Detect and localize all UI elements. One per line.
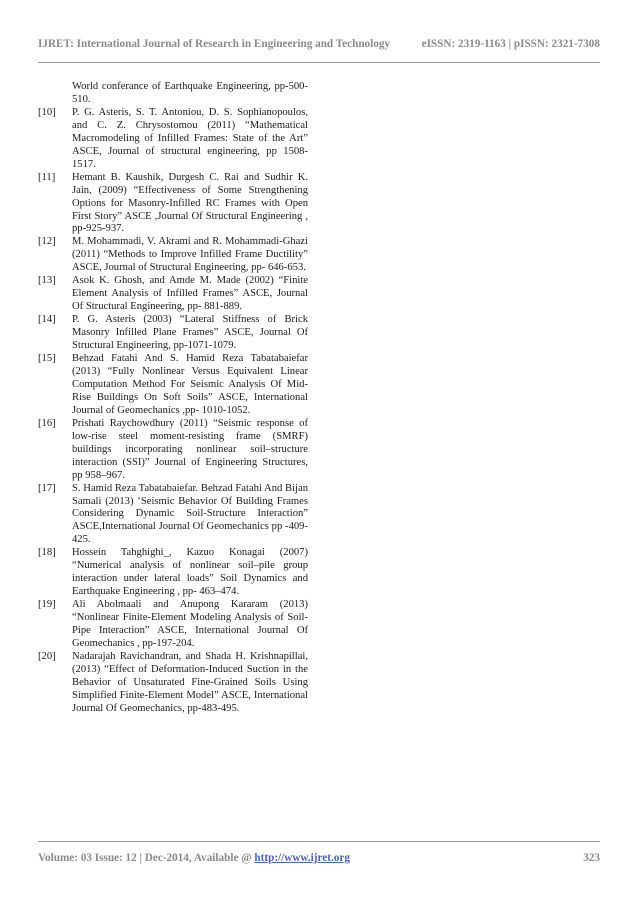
reference-item (38, 81, 308, 107)
reference-number: [19] (38, 599, 56, 611)
journal-title: IJRET: International Journal of Research in Engineering and Technology (38, 38, 391, 50)
reference-item (38, 483, 308, 548)
reference-text: Behzad Fatahi And S. Hamid Reza Tabatabaiefar (2013) “Fully Nonlinear Versus Equivalent Linear Computation Method For Seismic Analysis Of Mid-Rise Buildings On Soft Soils” ASCE, International Journal of Geomechanics ,pp- 1010-1052. (72, 353, 308, 416)
reference-text: P. G. Asteris, S. T. Antoniou, D. S. Sophianopoulos, and C. Z. Chrysostomou (2011) “Mathematical Macromodeling of Infilled Frames: State of the Art” ASCE, Journal of structural engineering, pp 1508-1517. (72, 106, 308, 170)
volume-text: Volume: 03 Issue: 12 | Dec-2014, Available @ (38, 852, 255, 864)
reference-item (38, 651, 308, 716)
reference-number: [11] (38, 171, 56, 183)
reference-number: [17] (38, 482, 56, 494)
reference-item (38, 275, 308, 314)
journal-link[interactable]: http://www.ijret.org (254, 852, 350, 864)
reference-text: World conferance of Earthquake Engineering, pp-500-510. (72, 81, 308, 105)
reference-text: S. Hamid Reza Tabatabaiefar. Behzad Fatahi And Bijan Samali (2013) ‘Seismic Behavior Of Building Frames Considering Dynamic Soil-Structure Interaction” ASCE,International Journal Of Geomechanics pp -409-425. (72, 482, 308, 546)
reference-item (38, 353, 308, 418)
volume-info (38, 852, 350, 864)
page-footer (38, 852, 600, 868)
page-number: 323 (583, 852, 600, 864)
reference-text: P. G. Asteris (2003) “Lateral Stiffness of Brick Masonry Infilled Plane Frames” ASCE, Journal Of Structural Engineering, pp-1071-1079. (72, 314, 308, 352)
page-header (38, 38, 600, 56)
reference-number: [13] (38, 275, 56, 287)
reference-item (38, 236, 308, 275)
reference-text: Ali Abolmaali and Anupong Kararam (2013) “Nonlinear Finite-Element Modeling Analysis of Soil-Pipe Interaction” ASCE, International Journal Of Geomechanics , pp-197-204. (72, 599, 308, 649)
reference-number: [16] (38, 417, 56, 429)
reference-item (38, 314, 308, 353)
reference-number: [18] (38, 547, 56, 559)
reference-item (38, 172, 308, 237)
reference-number: [15] (38, 353, 56, 365)
reference-text: M. Mohammadi, V. Akrami and R. Mohammadi-Ghazi (2011) “Methods to Improve Infilled Frame Ductility” ASCE, Journal of Structural Engineering, pp- 646-653. (72, 236, 308, 274)
reference-number: [20] (38, 650, 56, 662)
issn-text: eISSN: 2319-1163 | pISSN: 2321-7308 (421, 38, 600, 50)
reference-number: [10] (38, 106, 56, 118)
reference-text: Prishati Raychowdhury (2011) “Seismic response of low-rise steel moment-resisting frame (SMRF) buildings incorporating nonlinear soil–structure interaction (SSI)” Journal of Engineering Structures, pp 958–967. (72, 417, 308, 481)
footer-divider (38, 841, 600, 842)
reference-text: Nadarajah Ravichandran, and Shada H. Krishnapillai, (2013) “Effect of Deformation-Induced Suction in the Behavior of Unsaturated Fine-Grained Soils Using Simplified Finite-Element Model” ASCE, International Journal Of Geomechanics, pp-483-495. (72, 650, 308, 714)
reference-text: Hemant B. Kaushik, Durgesh C. Rai and Sudhir K. Jain, (2009) “Effectiveness of Some Strengthening Options for Masonry-Infilled RC Frames with Open First Story” ASCE ,Journal Of Structural Engineering , pp-925-937. (72, 171, 308, 235)
header-divider (38, 62, 600, 63)
reference-number: [14] (38, 314, 56, 326)
reference-number: [12] (38, 236, 56, 248)
reference-list (38, 81, 308, 716)
reference-text: Hossein Tahghighi_, Kazuo Konagai (2007) “Numerical analysis of nonlinear soil–pile group interaction under lateral loads” Soil Dynamics and Earthquake Engineering , pp- 463–474. (72, 547, 308, 598)
reference-item (38, 599, 308, 651)
reference-item (38, 418, 308, 483)
reference-item (38, 107, 308, 172)
reference-item (38, 547, 308, 599)
reference-text: Asok K. Ghosh, and Amde M. Made (2002) “Finite Element Analysis of Infilled Frames” ASCE, Journal Of Structural Engineering, pp- 881-889. (72, 275, 308, 313)
